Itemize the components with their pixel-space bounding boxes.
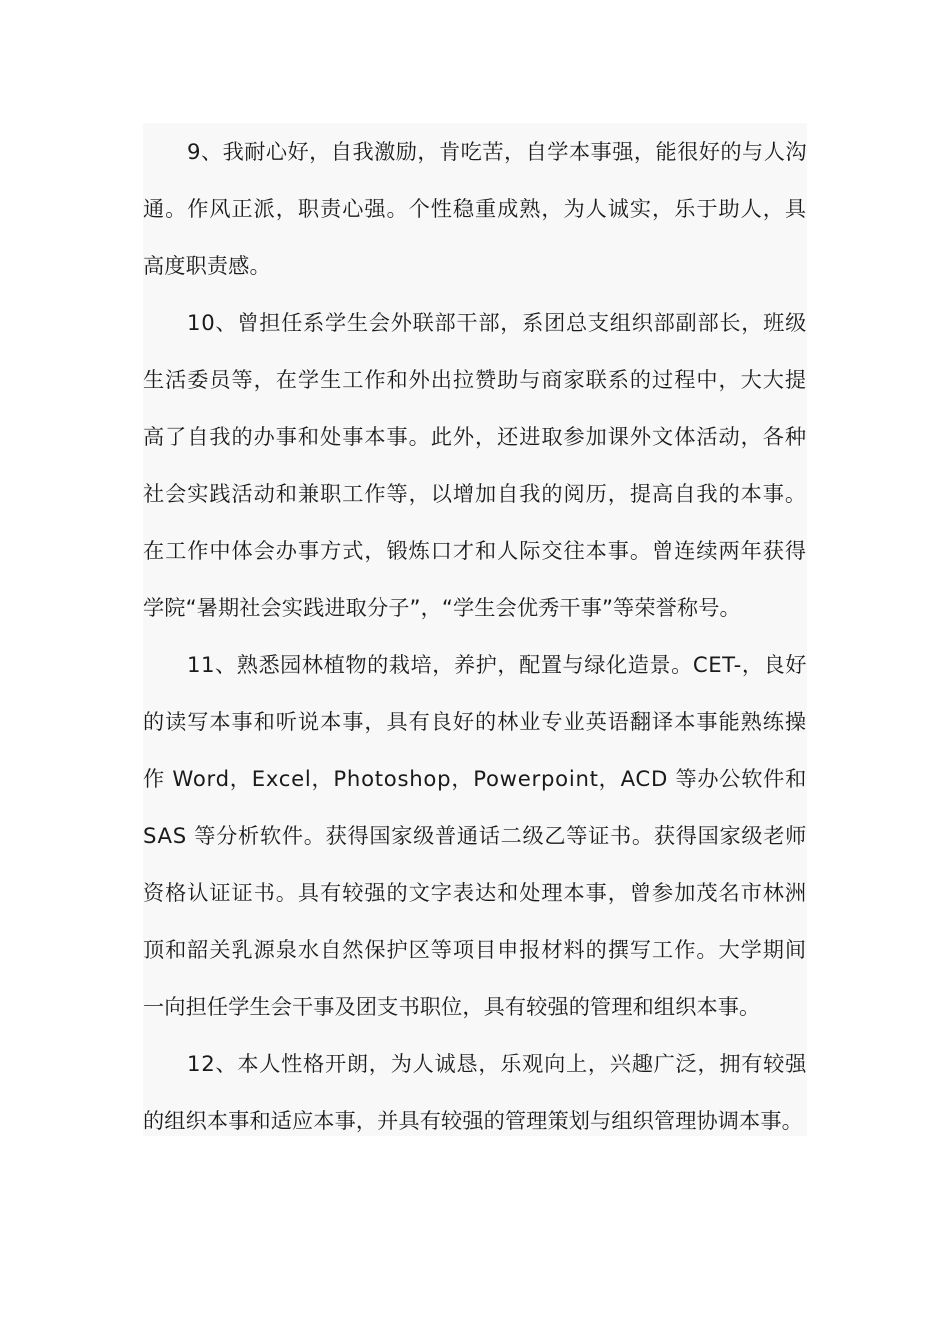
text-line: 10、曾担任系学生会外联部干部，系团总支组织部副部长，班级: [187, 310, 807, 335]
text-line: SAS 等分析软件。获得国家级普通话二级乙等证书。获得国家级老师: [143, 823, 807, 848]
text-block: [143, 123, 807, 1136]
text-line: 资格认证证书。具有较强的文字表达和处理本事，曾参加茂名市林洲: [143, 880, 807, 905]
text-line: 的读写本事和听说本事，具有良好的林业专业英语翻译本事能熟练操: [143, 709, 807, 734]
paragraph-12: [143, 1035, 807, 1149]
text-line: 顶和韶关乳源泉水自然保护区等项目申报材料的撰写工作。大学期间: [143, 937, 807, 962]
text-line: 在工作中体会办事方式，锻炼口才和人际交往本事。曾连续两年获得: [143, 538, 807, 563]
text-line: 的组织本事和适应本事，并具有较强的管理策划与组织管理协调本事。: [143, 1108, 803, 1133]
text-line: 通。作风正派，职责心强。个性稳重成熟，为人诚实，乐于助人，具: [143, 196, 807, 221]
text-line: 社会实践活动和兼职工作等，以增加自我的阅历，提高自我的本事。: [143, 481, 807, 506]
text-line: 高度职责感。: [143, 253, 271, 278]
text-line: 12、本人性格开朗，为人诚恳，乐观向上，兴趣广泛，拥有较强: [187, 1051, 807, 1076]
paragraph-10: [143, 294, 807, 636]
text-line: 9、我耐心好，自我激励，肯吃苦，自学本事强，能很好的与人沟: [187, 139, 807, 164]
text-line: 一向担任学生会干事及团支书职位，具有较强的管理和组织本事。: [143, 994, 761, 1019]
paragraph-9: [143, 123, 807, 294]
text-line: 高了自我的办事和处事本事。此外，还进取参加课外文体活动，各种: [143, 424, 807, 449]
text-line: 生活委员等，在学生工作和外出拉赞助与商家联系的过程中，大大提: [143, 367, 807, 392]
paragraph-11: [143, 636, 807, 1035]
text-line: 11、熟悉园林植物的栽培，养护，配置与绿化造景。CET-，良好: [187, 652, 807, 677]
text-line: 学院“暑期社会实践进取分子”，“学生会优秀干事”等荣誉称号。: [143, 595, 741, 620]
text-line: 作 Word，Excel，Photoshop，Powerpoint，ACD 等办公软件和: [143, 766, 807, 791]
